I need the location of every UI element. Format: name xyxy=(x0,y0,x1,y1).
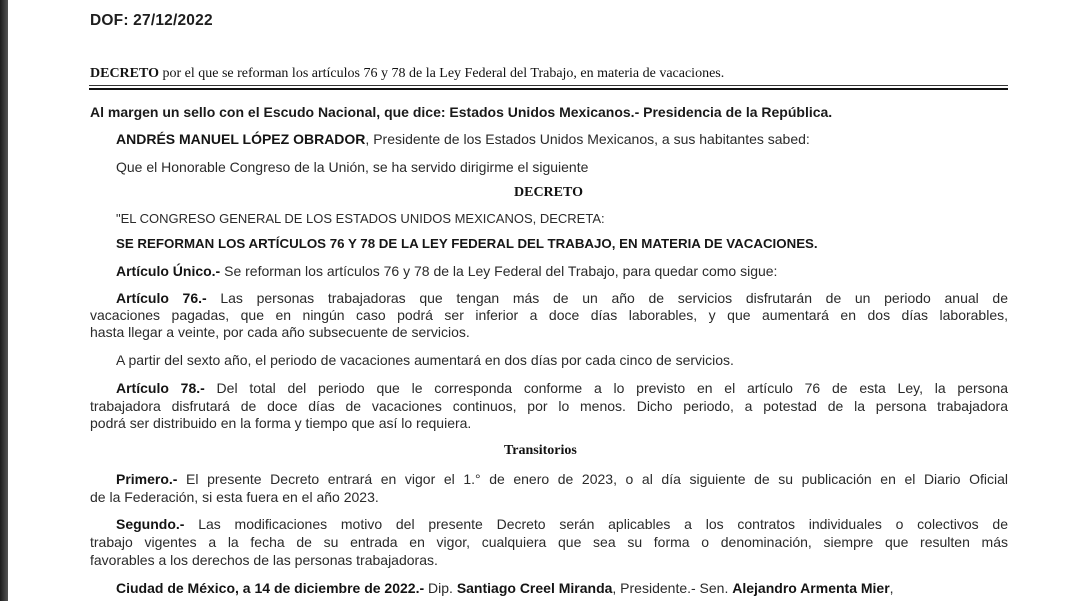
primero-text1: El presente Decreto entrará en vigor el 1.° de enero de 2023, o al día siguiente de su publicación en el Diario Oficial xyxy=(177,471,1008,487)
decree-title-bold: DECRETO xyxy=(90,66,159,81)
president-paragraph xyxy=(116,131,810,147)
page-shadow-edge xyxy=(0,0,8,601)
segundo-line3: favorables a los derechos de las personas trabajadoras. xyxy=(90,552,438,568)
articulo-76-line1 xyxy=(116,290,1008,306)
decree-title xyxy=(90,66,1010,82)
segundo-text1: Las modificaciones motivo del presente Decreto serán aplicables a los contratos individuales o colectivos de xyxy=(184,516,1008,532)
articulo-76-text1: Las personas trabajadoras que tengan más de un año de servicios disfrutarán de un periodo anual de xyxy=(206,290,1009,306)
congress-paragraph: Que el Honorable Congreso de la Unión, se ha servido dirigirme el siguiente xyxy=(116,159,589,175)
primero-line1 xyxy=(116,471,1008,487)
signature-dip: Dip. xyxy=(424,580,457,596)
articulo-unico-label: Artículo Único.- xyxy=(116,263,221,279)
sexto-anio-paragraph: A partir del sexto año, el periodo de vacaciones aumentará en dos días por cada cinco de servicios. xyxy=(116,352,734,368)
signature-line xyxy=(116,580,894,596)
segundo-line1 xyxy=(116,516,1008,532)
articulo-76-label: Artículo 76.- xyxy=(116,290,207,306)
segundo-line2: trabajo vigentes a la fecha de su entrada en vigor, cualquiera que sea su forma o denominación, siempre que resulten más xyxy=(90,534,1008,550)
reform-heading: SE REFORMAN LOS ARTÍCULOS 76 Y 78 DE LA LEY FEDERAL DEL TRABAJO, EN MATERIA DE VACACIONES. xyxy=(116,236,818,251)
title-rule-thin xyxy=(89,85,1008,86)
seal-paragraph: Al margen un sello con el Escudo Nacional, que dice: Estados Unidos Mexicanos.- Presidencia de la República. xyxy=(90,104,833,120)
congress-decrees: "EL CONGRESO GENERAL DE LOS ESTADOS UNIDOS MEXICANOS, DECRETA: xyxy=(116,211,605,226)
primero-label: Primero.- xyxy=(116,471,178,487)
dof-date: DOF: 27/12/2022 xyxy=(90,12,213,29)
articulo-78-label: Artículo 78.- xyxy=(116,380,205,396)
articulo-78-line3: podrá ser distribuido en la forma y tiempo que así lo requiera. xyxy=(90,415,472,431)
president-text: , Presidente de los Estados Unidos Mexicanos, a sus habitantes sabed: xyxy=(365,131,810,147)
signature-place-date: Ciudad de México, a 14 de diciembre de 2022.- xyxy=(116,580,425,596)
articulo-78-text1: Del total del periodo que le corresponda conforme a lo previsto en el artículo 76 de esta Ley, la persona xyxy=(204,380,1008,396)
articulo-76-line2: vacaciones pagadas, que en ningún caso podrá ser inferior a doce días laborables, y que aumentará en dos días laborables, xyxy=(90,307,1008,323)
decreto-heading: DECRETO xyxy=(514,185,583,200)
decree-title-rest: por el que se reforman los artículos 76 y 78 de la Ley Federal del Trabajo, en materia de vacaciones. xyxy=(158,66,725,81)
title-rule-thick xyxy=(89,88,1008,90)
articulo-76-line3: hasta llegar a veinte, por cada año subsecuente de servicios. xyxy=(90,324,470,340)
articulo-unico-text: Se reforman los artículos 76 y 78 de la Ley Federal del Trabajo, para quedar como sigue: xyxy=(220,263,778,279)
document-page xyxy=(8,0,1077,601)
articulo-78-line2: trabajadora disfrutará de doce días de vacaciones continuos, por lo menos. Dicho periodo, a potestad de la persona trabajadora xyxy=(90,398,1008,414)
signature-dip-name: Santiago Creel Miranda xyxy=(456,580,613,596)
signature-dip-role: , Presidente.- Sen. xyxy=(612,580,733,596)
president-name: ANDRÉS MANUEL LÓPEZ OBRADOR xyxy=(116,131,366,147)
primero-line2: de la Federación, si esta fuera en el año 2023. xyxy=(90,489,379,505)
signature-tail: , xyxy=(889,580,894,596)
articulo-78-line1 xyxy=(116,380,1008,396)
articulo-unico xyxy=(116,263,777,279)
signature-sen-name: Alejandro Armenta Mier xyxy=(732,580,890,596)
segundo-label: Segundo.- xyxy=(116,516,185,532)
transitorios-heading: Transitorios xyxy=(504,443,577,458)
